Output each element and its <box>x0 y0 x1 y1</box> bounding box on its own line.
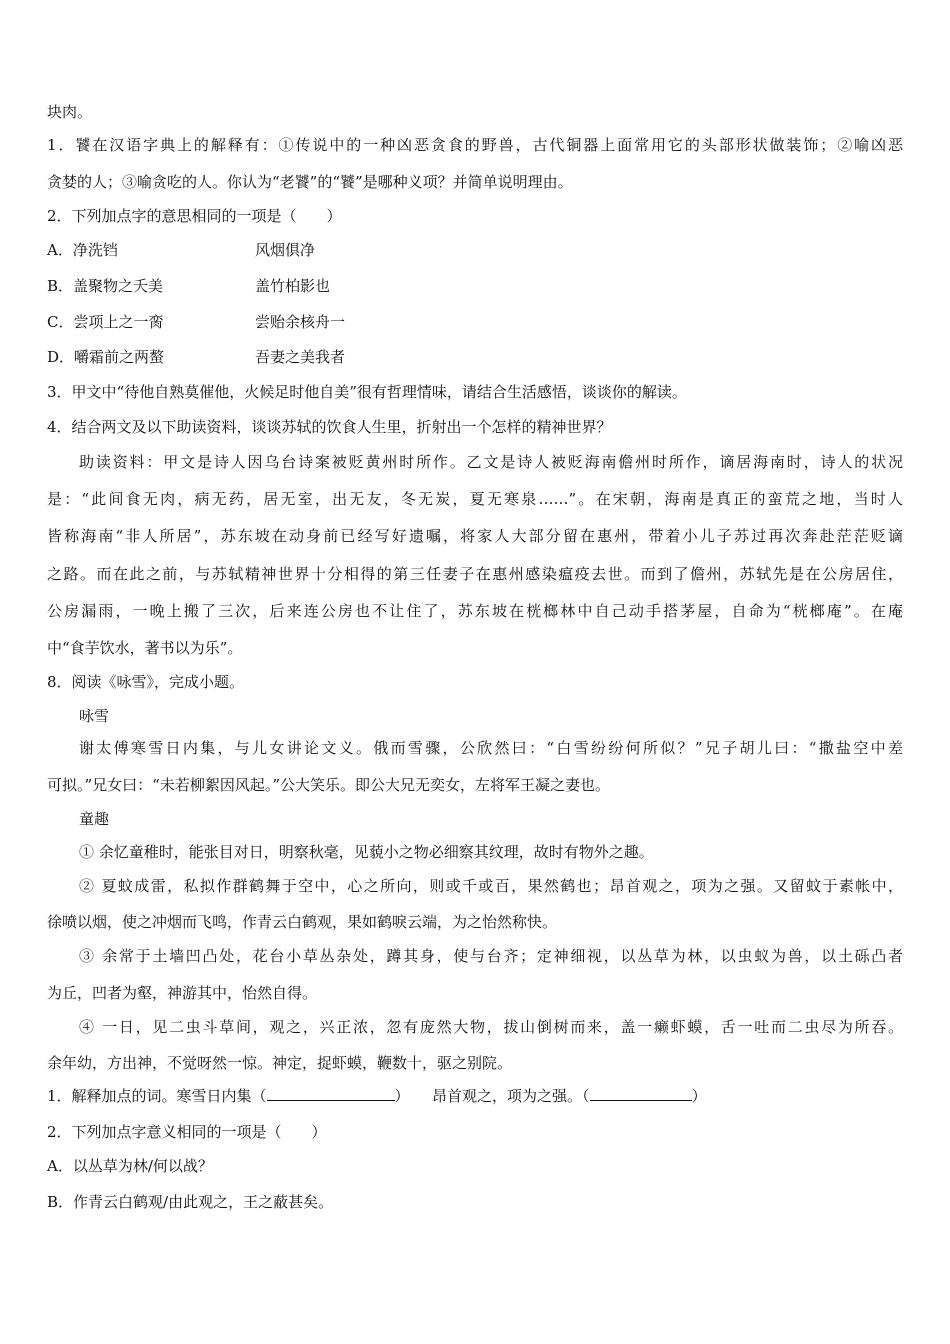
passage-line: 为丘，凹者为壑，神游其中，怡然自得。 <box>47 984 318 1002</box>
poem-title: 咏雪 <box>79 707 110 725</box>
reading-aid-line: 是：“此间食无肉，病无药，居无室，出无友，冬无炭，夏无寒泉……”。在宋朝，海南是真正的蛮荒之地，当时人 <box>47 490 903 508</box>
passage-line: ② 夏蚊成雷，私拟作群鹤舞于空中，心之所向，则或千或百，果然鹤也；昂首观之，项为之强。又留蚊于素帐中， <box>79 877 903 895</box>
answer-blank[interactable] <box>590 1086 692 1101</box>
sub-question-2: 2．下列加点字意义相同的一项是（ ） <box>47 1123 327 1141</box>
question-4: 4．结合两文及以下助读资料，谈谈苏轼的饮食人生里，折射出一个怎样的精神世界？ <box>47 418 612 436</box>
passage-line: ④ 一日，见二虫斗草间，观之，兴正浓，忽有庞然大物，拔山倒树而来，盖一癞虾蟆，舌一吐而二虫尽为所吞。 <box>79 1018 903 1036</box>
option-text: 尝贻余核舟一 <box>255 313 346 331</box>
question-3: 3．甲文中“待他自熟莫催他，火候足时他自美”很有哲理情味，请结合生活感悟，谈谈你的解读。 <box>47 383 687 401</box>
text-line: 块肉。 <box>47 103 93 121</box>
sub-question-2-option-b: B．作青云白鹤观/由此观之，王之蔽甚矣。 <box>47 1193 334 1211</box>
q2-option-b <box>47 276 331 296</box>
option-text: B．盖聚物之夭美 <box>47 277 164 295</box>
sub-question-2-option-a: A．以丛草为林/何以战？ <box>47 1157 213 1175</box>
option-text: 风烟俱净 <box>255 241 316 259</box>
option-text: D．嚼霜前之两螯 <box>47 348 165 366</box>
passage-line: ③ 余常于土墙凹凸处，花台小草丛杂处，蹲其身，使与台齐；定神细视，以丛草为林，以虫蚁为兽，以土砾凸者 <box>79 947 903 965</box>
passage-line: 余年幼，方出神，不觉呀然一惊。神定，捉虾蟆，鞭数十，驱之别院。 <box>47 1054 513 1072</box>
question-text: ） 昂首观之，项为之强。（ <box>394 1087 590 1105</box>
question-text: 1．解释加点的词。寒雪日内集（ <box>47 1087 267 1105</box>
option-text: 吾妻之美我者 <box>255 348 346 366</box>
passage-line: 徐喷以烟，使之冲烟而飞鸣，作青云白鹤观，果如鹤唳云端，为之怡然称快。 <box>47 913 558 931</box>
reading-aid-line: 中“食芋饮水，著书以为乐”。 <box>47 639 243 657</box>
reading-aid-line: 皆称海南“非人所居”，苏东坡在动身前已经写好遗嘱，将家人大部分留在惠州，带着小儿子苏过再次奔赴茫茫贬谪 <box>47 527 903 545</box>
passage-line: ① 余忆童稚时，能张目对日，明察秋毫，见藐小之物必细察其纹理，故时有物外之趣。 <box>79 843 654 861</box>
reading-aid-line: 之路。而在此之前，与苏轼精神世界十分相得的第三任妻子在惠州感染瘟疫去世。而到了儋州，苏轼先是在公房居住， <box>47 565 903 583</box>
reading-aid-line: 公房漏雨，一晚上搬了三次，后来连公房也不让住了，苏东坡在桄榔林中自己动手搭茅屋，自命为“桄榔庵”。在庵 <box>47 602 903 620</box>
question-8-title: 8．阅读《咏雪》，完成小题。 <box>47 673 245 691</box>
option-text: C．尝项上之一脔 <box>47 313 164 331</box>
passage-line: 谢太傅寒雪日内集，与儿女讲论文义。俄而雪骤，公欣然曰：“白雪纷纷何所似？”兄子胡儿曰：“撒盐空中差 <box>79 739 903 757</box>
q2-option-a <box>47 240 316 260</box>
question-1-line: 贪婪的人；③喻贪吃的人。你认为“老饕”的“饕”是哪种义项？并简单说明理由。 <box>47 173 573 191</box>
sub-question-1 <box>47 1086 707 1106</box>
option-text: 盖竹柏影也 <box>255 277 331 295</box>
question-1-line: 1．饕在汉语字典上的解释有：①传说中的一种凶恶贪食的野兽，古代铜器上面常用它的头部形状做装饰；②喻凶恶 <box>47 136 903 154</box>
question-2-prompt: 2．下列加点字的意思相同的一项是（ ） <box>47 207 342 225</box>
q2-option-c <box>47 312 346 332</box>
answer-blank[interactable] <box>267 1086 395 1101</box>
question-text: ） <box>691 1087 707 1105</box>
passage-line: 可拟。”兄女曰：“未若柳絮因风起。”公大笑乐。即公大兄无奕女，左将军王凝之妻也。 <box>47 776 611 794</box>
passage-title: 童趣 <box>79 810 110 828</box>
option-text: A．净洗铛 <box>47 241 118 259</box>
q2-option-d <box>47 347 346 367</box>
reading-aid-line: 助读资料：甲文是诗人因乌台诗案被贬黄州时所作。乙文是诗人被贬海南儋州时所作，谪居海南时，诗人的状况 <box>79 453 903 471</box>
